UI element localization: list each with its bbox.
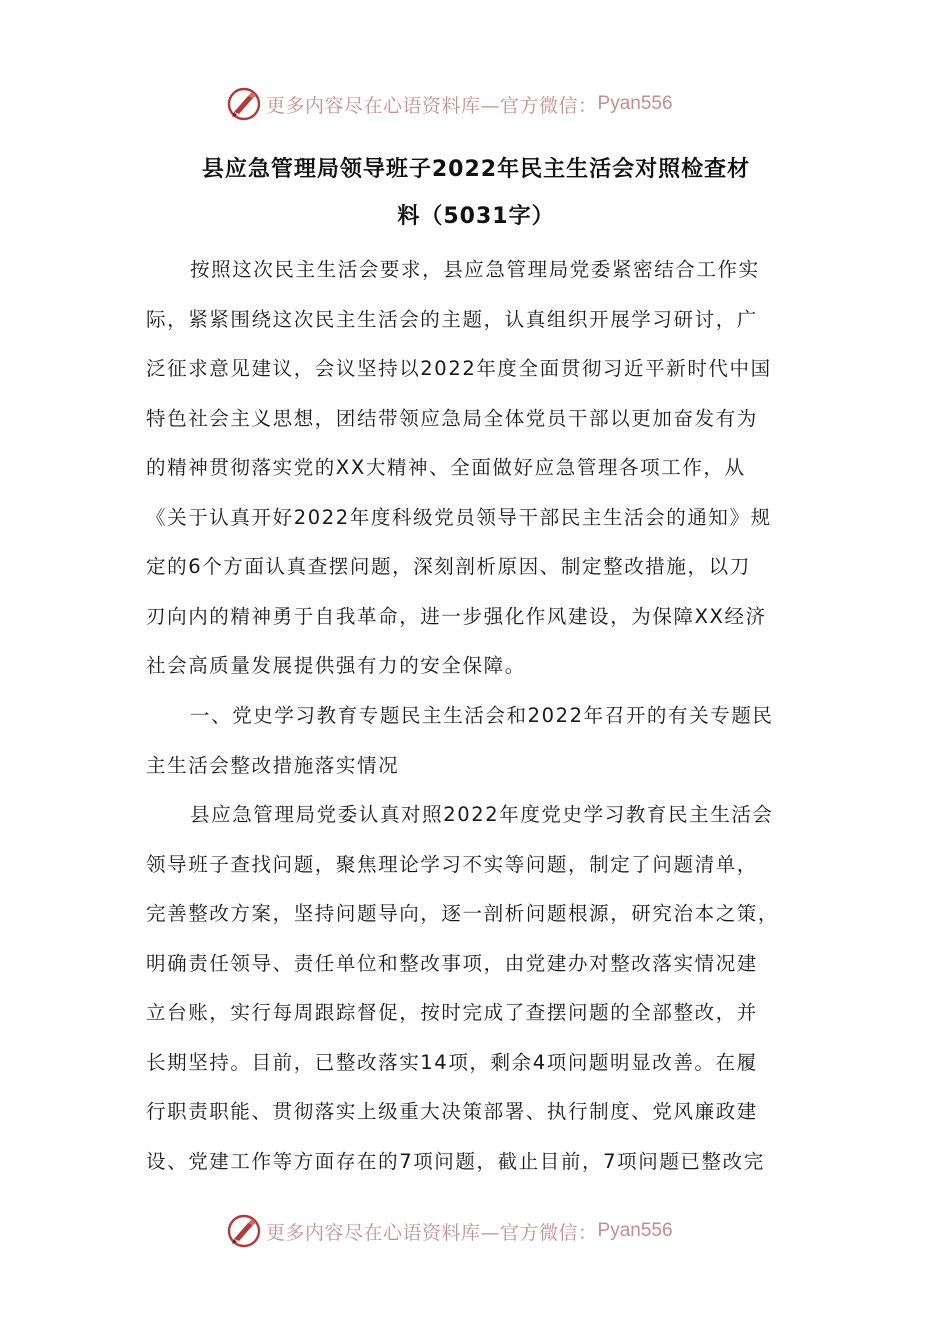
paragraph-line: 《关于认真开好2022年度科级党员领导干部民主生活会的通知》规 (146, 506, 772, 529)
paragraph-line: 完善整改方案，坚持问题导向，逐一剖析问题根源，研究治本之策， (146, 902, 780, 925)
document-title-line-1: 县应急管理局领导班子2022年民主生活会对照检查材 (201, 157, 751, 182)
section-heading-line: 主生活会整改措施落实情况 (146, 754, 400, 777)
document-title-line-2: 料（5031字） (397, 204, 555, 229)
paragraph-line: 社会高质量发展提供强有力的安全保障。 (146, 654, 526, 677)
paragraph-line: 县应急管理局党委认真对照2022年度党史学习教育民主生活会 (190, 803, 774, 826)
paragraph-line: 特色社会主义思想，团结带领应急局全体党员干部以更加奋发有为 (146, 407, 758, 430)
paragraph-line: 泛征求意见建议，会议坚持以2022年度全面贯彻习近平新时代中国 (146, 357, 772, 380)
watermark-text: 更多内容尽在心语资料库—官方微信： (266, 1221, 598, 1244)
paragraph-line: 领导班子查找问题，聚焦理论学习不实等问题，制定了问题清单， (146, 853, 758, 876)
paragraph-line: 设、党建工作等方面存在的7项问题，截止目前，7项问题已整改完 (146, 1150, 765, 1173)
section-heading-line: 一、党史学习教育专题民主生活会和2022年召开的有关专题民 (190, 704, 774, 727)
paragraph-line: 定的6个方面认真查摆问题，深刻剖析原因、制定整改措施，以刀 (146, 555, 751, 578)
pen-logo-icon (226, 1213, 262, 1249)
watermark-text: 更多内容尽在心语资料库—官方微信： (266, 94, 598, 117)
watermark-wechat-id: Pyan556 (597, 1220, 673, 1241)
watermark-header (226, 84, 673, 124)
watermark-wechat-id: Pyan556 (597, 93, 673, 114)
paragraph-line: 按照这次民主生活会要求，县应急管理局党委紧密结合工作实 (190, 258, 760, 281)
paragraph-line: 刃向内的精神勇于自我革命，进一步强化作风建设，为保障XX经济 (146, 605, 767, 628)
paragraph-line: 立台账，实行每周跟踪督促，按时完成了查摆问题的全部整改，并 (146, 1001, 758, 1024)
pen-logo-icon (226, 86, 262, 122)
paragraph-line: 的精神贯彻落实党的XX大精神、全面做好应急管理各项工作，从 (146, 456, 746, 479)
paragraph-line: 明确责任领导、责任单位和整改事项，由党建办对整改落实情况建 (146, 952, 758, 975)
watermark-footer (226, 1211, 673, 1251)
paragraph-line: 行职责职能、贯彻落实上级重大决策部署、执行制度、党风廉政建 (146, 1100, 758, 1123)
paragraph-line: 际，紧紧围绕这次民主生活会的主题，认真组织开展学习研讨，广 (146, 308, 758, 331)
paragraph-line: 长期坚持。目前，已整改落实14项，剩余4项问题明显改善。在履 (146, 1051, 758, 1074)
